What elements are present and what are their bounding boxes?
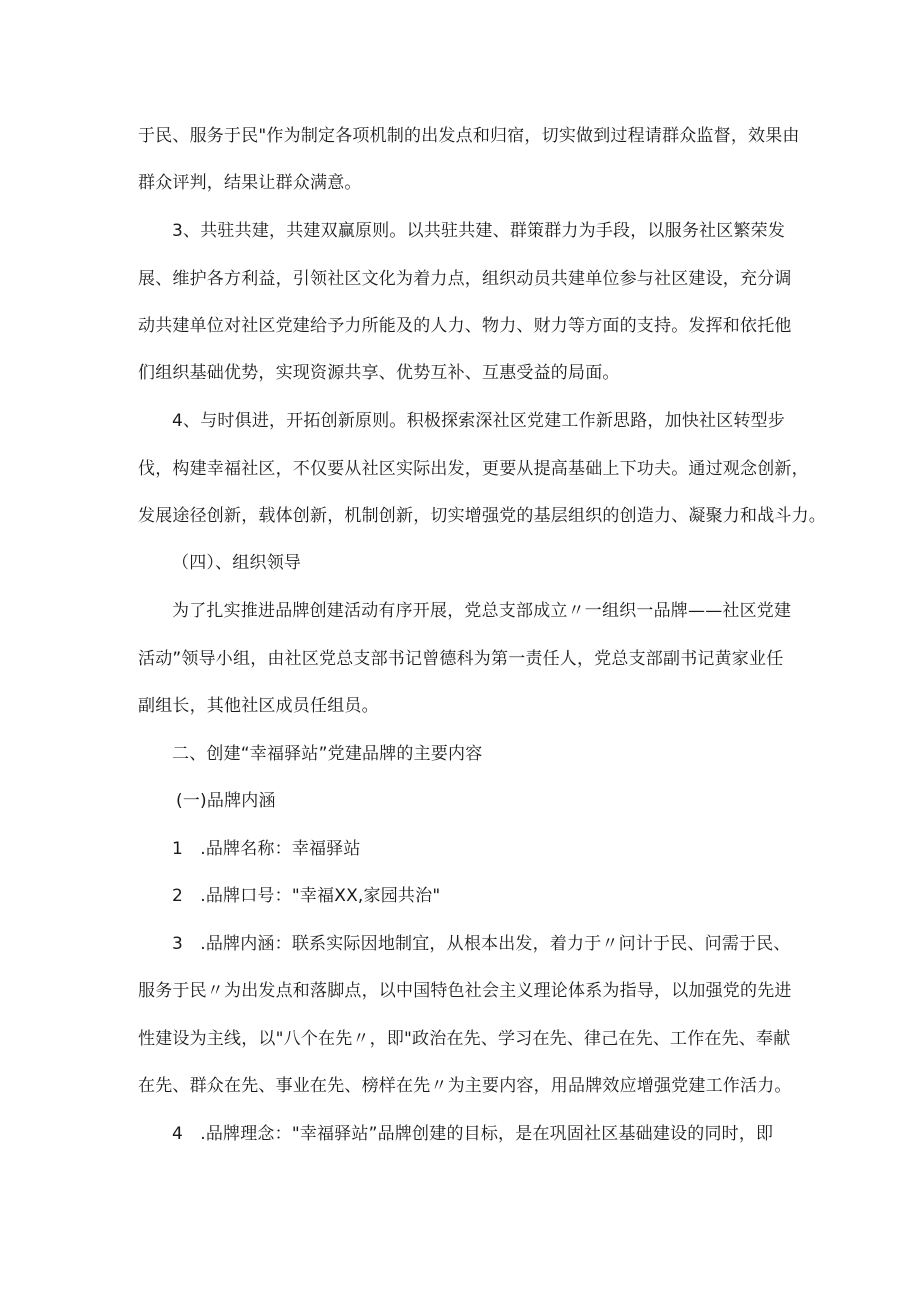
paragraph-line: 服务于民〃为出发点和落脚点，以中国特色社会主义理论体系为指导，以加强党的先进: [138, 981, 792, 1001]
paragraph-line: 伐，构建幸福社区，不仅要从社区实际出发，更要从提高基础上下功夫。通过观念创新，: [138, 459, 809, 479]
chapter-heading: 二、创建“幸福驿站”党建品牌的主要内容: [172, 744, 483, 764]
paragraph-line: 动共建单位对社区党建给予力所能及的人力、物力、财力等方面的支持。发挥和依托他: [138, 316, 792, 336]
brand-connotation-item: 3 .品牌内涵：联系实际因地制宜，从根本出发，着力于〃问计于民、问需于民、: [172, 934, 791, 954]
paragraph-line: 于民、服务于民"作为制定各项机制的出发点和归宿，切实做到过程请群众监督，效果由: [138, 126, 800, 146]
paragraph-line: 展、维护各方利益，引领社区文化为着力点，组织动员共建单位参与社区建设，充分调: [138, 269, 792, 289]
section-heading-brand-connotation: (一)品牌内涵: [176, 791, 276, 811]
paragraph-line: 活动”领导小组，由社区党总支部书记曾德科为第一责任人，党总支部副书记黄家业任: [138, 649, 784, 669]
paragraph-line: 副组长，其他社区成员任组员。: [138, 696, 379, 716]
paragraph-line: 发展途径创新，载体创新，机制创新，切实增强党的基层组织的创造力、凝聚力和战斗力。: [138, 506, 826, 526]
paragraph-line: 群众评判，结果让群众满意。: [138, 173, 362, 193]
brand-name-item: 1 .品牌名称：幸福驿站: [172, 839, 361, 859]
paragraph-line: 在先、群众在先、事业在先、榜样在先〃为主要内容，用品牌效应增强党建工作活力。: [138, 1076, 792, 1096]
principle-3-heading: 3、共驻共建，共建双赢原则。以共驻共建、群策群力为手段，以服务社区繁荣发: [172, 221, 786, 241]
principle-4-heading: 4、与时俱进，开拓创新原则。积极探索深社区党建工作新思路，加快社区转型步: [172, 411, 786, 431]
brand-slogan-item: 2 .品牌口号："幸福XX,家园共治": [172, 886, 441, 906]
section-heading-organization: （四）、组织领导: [172, 553, 302, 573]
paragraph-line: 性建设为主线，以"八个在先〃，即"政治在先、学习在先、律己在先、工作在先、奉献: [138, 1029, 791, 1049]
paragraph-line: 为了扎实推进品牌创建活动有序开展，党总支部成立〃一组织一品牌——社区党建: [172, 601, 792, 621]
paragraph-line: 们组织基础优势，实现资源共享、优势互补、互惠受益的局面。: [138, 363, 620, 383]
brand-concept-item: 4 .品牌理念："幸福驿站”品牌创建的目标，是在巩固社区基础建设的同时，即: [172, 1124, 774, 1144]
